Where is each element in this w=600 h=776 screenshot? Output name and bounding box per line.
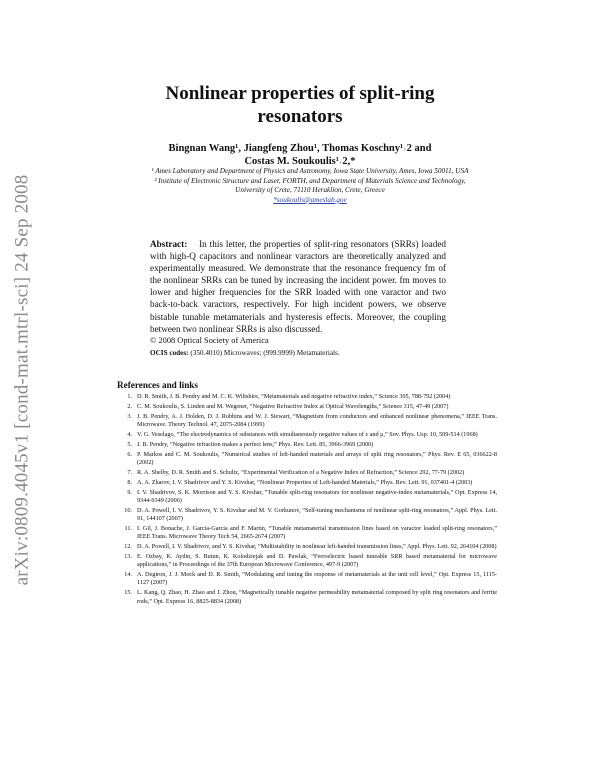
reference-item xyxy=(117,451,497,467)
reference-text: R. A. Shelby, D. R. Smith and S. Schultz, “Experimental Verification of a Negative Index of Refraction,” Science 292, 77-79 (2002) xyxy=(137,469,465,477)
reference-text: D. A. Powell, I. V. Shadrivov, and Y. S. Kivshar, “Multistability in nonlinear left-handed transmission lines,” Appl. Phys. Lett. 92, 264104 (2008) xyxy=(137,543,497,551)
reference-item xyxy=(117,543,497,551)
ocis-text: (350.4010) Microwaves; (999.9999) Metamaterials. xyxy=(190,349,340,357)
abstract-block xyxy=(150,238,446,335)
reference-item xyxy=(117,507,497,523)
reference-number: 11. xyxy=(124,525,132,533)
reference-text: D. A. Powell, I. V. Shadrivov, Y. S. Kivshar and M. V. Gorkunov, “Self-tuning mechanisms of nonlinear split-ring resonators,” Appl. Phys. Lett. 91, 144107 (2007) xyxy=(137,507,497,523)
abstract-label: Abstract: xyxy=(150,239,188,249)
title-line-2: resonators xyxy=(257,106,343,127)
affiliation-2: ² Institute of Electronic Structure and Laser, FORTH, and Department of Materials Science and Technology, University of Crete, 71110 Heraklion, Crete, Greece xyxy=(154,176,466,195)
arxiv-identifier: arXiv:0809.4045v1 [cond-mat.mtrl-sci] 24 Sep 2008 xyxy=(11,174,32,586)
reference-number: 9. xyxy=(127,489,132,497)
reference-number: 2. xyxy=(127,402,132,410)
reference-text: A. A. Zharov, I. V. Shadrivov and Y. S. Kivshar, “Nonlinear Properties of Left-handed Materials,” Phys. Rev. Lett. 91, 037401-4 (2003) xyxy=(137,479,473,487)
reference-text: E. Ozbay, K. Aydin, S. Butun, K. Kolodziejak and D. Pawlak, “Ferroelectric based tuneable SRR based metamaterial for microwave applications,” in Proceedings of the 37th European Microwave Conference, 497-9 (2007) xyxy=(137,553,497,569)
reference-text: P. Markos and C. M. Soukoulis, “Numerical studies of left-handed materials and arrays of split ring resonators,” Phys. Rev. E 65, 036622-8 (2002) xyxy=(137,451,497,467)
authors-line-1: Bingnan Wang¹, Jiangfeng Zhou¹, Thomas Koschny¹˒2 and xyxy=(168,143,432,154)
corresponding-email-link[interactable]: *soukoulis@ameslab.gov xyxy=(273,195,347,204)
reference-number: 7. xyxy=(127,469,132,477)
reference-number: 4. xyxy=(127,431,132,439)
authors-line-2: Costas M. Soukoulis¹˒2,* xyxy=(244,156,356,167)
reference-text: I. V. Shadrivov, S. K. Morrison and Y. S. Kivshar, “Tunable split-ring resonators for nonlinear negative-index metamaterials,” Opt. Express 14, 9344-9349 (2006) xyxy=(137,489,497,505)
affiliations xyxy=(140,167,480,205)
reference-text: A. Degiron, J. J. Mock and D. R. Smith, “Modulating and tuning the response of metamaterials at the unit cell level,” Opt. Express 15, 1115-1127 (2007) xyxy=(137,571,497,587)
reference-item xyxy=(117,431,497,439)
reference-list xyxy=(117,393,497,608)
reference-item xyxy=(117,403,497,411)
reference-item xyxy=(117,441,497,449)
reference-number: 15. xyxy=(124,589,132,597)
ocis-codes xyxy=(150,349,340,357)
reference-number: 5. xyxy=(127,441,132,449)
author-list xyxy=(0,142,600,168)
reference-text: D. R. Smith, J. B. Pendry and M. C. K. Wiltshire, “Metamaterials and negative refractive index,” Science 305, 788-792 (2004) xyxy=(137,393,451,400)
paper-title xyxy=(0,82,600,128)
reference-number: 6. xyxy=(127,451,132,459)
reference-item xyxy=(117,553,497,569)
reference-item xyxy=(117,479,497,487)
reference-text: C. M. Soukoulis, S. Linden and M. Wegener, “Negative Refractive Index at Optical Wavelengths,” Science 315, 47-49 (2007) xyxy=(137,402,449,410)
copyright-notice: © 2008 Optical Society of America xyxy=(150,336,269,345)
reference-number: 10. xyxy=(124,507,132,515)
title-line-1: Nonlinear properties of split-ring xyxy=(165,83,435,104)
reference-item xyxy=(117,393,497,401)
ocis-label: OCIS codes: xyxy=(150,349,189,357)
affiliation-1: ¹ Ames Laboratory and Department of Physics and Astronomy, Iowa State University, Ames, Iowa 50011, USA xyxy=(151,167,469,175)
reference-text: J. B. Pendry, A. J. Holden, D. J. Robbins and W. J. Stewart, “Magnetism from conductors and enhanced nonlinear phenomena,” IEEE Trans. Microwave. Theory Technol. 47, 2075-2084 (1999) xyxy=(137,412,497,429)
reference-item xyxy=(117,489,497,505)
reference-item xyxy=(117,525,497,541)
reference-number: 3. xyxy=(127,412,132,420)
reference-item xyxy=(117,571,497,587)
reference-number: 13. xyxy=(124,553,132,561)
reference-number: 12. xyxy=(124,543,132,551)
reference-text: J. B. Pendry, “Negative refraction makes a perfect lens,” Phys. Rev. Lett. 85, 3966-3969 (2000) xyxy=(137,441,374,449)
abstract-text: In this letter, the properties of split-ring resonators (SRRs) loaded with high-Q capacitors and nonlinear varactors are theoretically analyzed and experimentally measured. We demonstrate that the resonance frequency fm of the nonlinear SRRs can be tuned by increasing the incident power. fm moves to lower and higher frequencies for the SRR loaded with one varactor and two back-to-back varactors, respectively. For high incident powers, we observe bistable tunable metamaterials and hysteresis effects. Moreover, the coupling between two nonlinear SRRs is also discussed. xyxy=(150,239,447,334)
reference-number: 14. xyxy=(124,571,132,579)
arxiv-sidebar-stamp xyxy=(4,150,40,610)
reference-item xyxy=(117,589,497,605)
reference-number: 8. xyxy=(127,479,132,487)
reference-number: 1. xyxy=(127,393,132,400)
reference-text: I. Gil, J. Bonache, J. Garcia-Garcia and F. Martin, “Tunable metamaterial transmission lines based on varactor loaded split-ring resonators,” IEEE Trans. Microwave Theory Tech 54, 2665-2674 (2007) xyxy=(137,525,497,541)
reference-text: V. G. Veselago, “The electrodynamics of substances with simultaneously negative values of ε and μ,” Sov. Phys. Usp. 10, 509-514 (1968) xyxy=(137,431,478,439)
reference-item xyxy=(117,413,497,429)
references-heading: References and links xyxy=(117,380,198,390)
reference-text: L. Kang, Q. Zhao, H. Zhao and J. Zhou, “Magnetically tunable negative permeability metamaterial composed by split ring resonators and ferrite rods,” Opt. Express 16, 8825-8834 (2008) xyxy=(137,589,497,605)
reference-item xyxy=(117,469,497,477)
